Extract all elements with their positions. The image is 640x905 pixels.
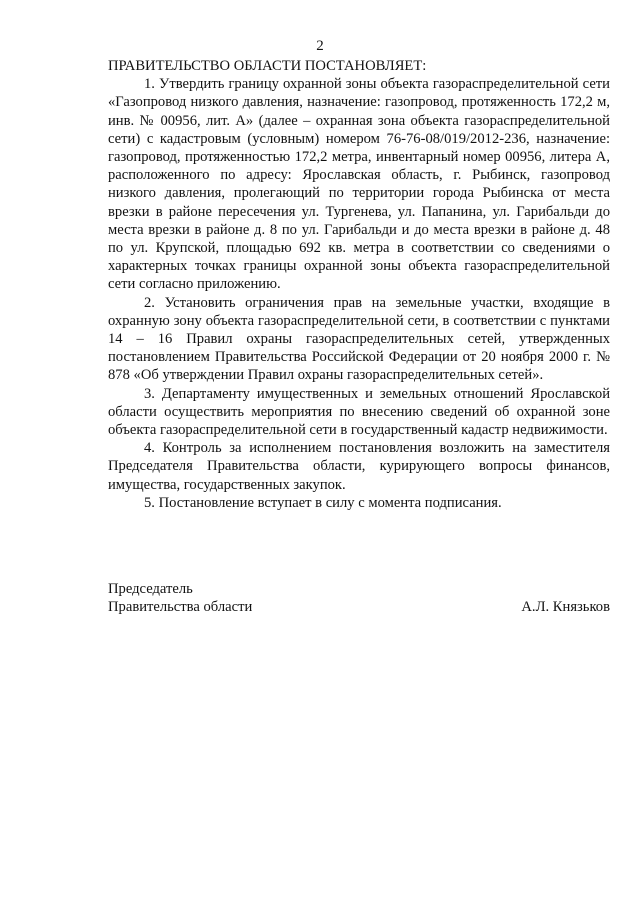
signature-block [108,580,610,616]
document-body [108,57,610,512]
paragraph-4: 4. Контроль за исполнением постановления возложить на заместителя Председателя Правительства области, курирующего вопросы финансов, имущества, государственных закупок. [108,440,610,493]
paragraph-3: 3. Департаменту имущественных и земельных отношений Ярославской области осуществить мероприятия по внесению сведений об охранной зоне объекта газораспределительной сети в государственный кадастр недвижимости. [108,385,610,439]
page-number: 2 [316,38,324,54]
paragraph-5: 5. Постановление вступает в силу с момента подписания. [144,494,502,511]
signatory-title-line1: Председатель [108,581,193,597]
signatory-name: А.Л. Князьков [521,599,610,616]
signatory-title-line2: Правительства области [108,599,253,616]
paragraph-2: 2. Установить ограничения прав на земельные участки, входящие в охранную зону объекта газораспределительной сети, в соответствии с пунктами 14 – 16 Правил охраны газораспределительных сетей, утвержденных постановлением Правительства Российской Федерации от 20 ноября 2000 г. № 878 «Об утверждении Правил охраны газораспределительных сетей». [108,294,610,384]
paragraph-1: 1. Утвердить границу охранной зоны объекта газораспределительной сети «Газопровод низкого давления, назначение: газопровод, протяженность 172,2 м, инв. № 00956, лит. А» (далее – охранная зона объекта газораспределительной сети) с кадастровым (условным) номером 76-76-08/019/2012-236, назначение: газопровод, протяженностью 172,2 метра, инвентарный номер 00956, литера А, расположенного по адресу: Ярославская область, г. Рыбинск, газопровод низкого давления, пролегающий по территории города Рыбинска от места врезки в районе пересечения ул. Тургенева, ул. Папанина, ул. Гарибальди до места врезки в районе д. 8 по ул. Гарибальди и до места врезки в районе д. 48 по ул. Крупской, площадью 692 кв. метра в соответствии со сведениями о характерных точках границы охранной зоны объекта газораспределительной сети согласно приложению. [108,76,610,293]
signature-row [108,598,610,616]
resolution-heading: ПРАВИТЕЛЬСТВО ОБЛАСТИ ПОСТАНОВЛЯЕТ: [108,58,427,74]
